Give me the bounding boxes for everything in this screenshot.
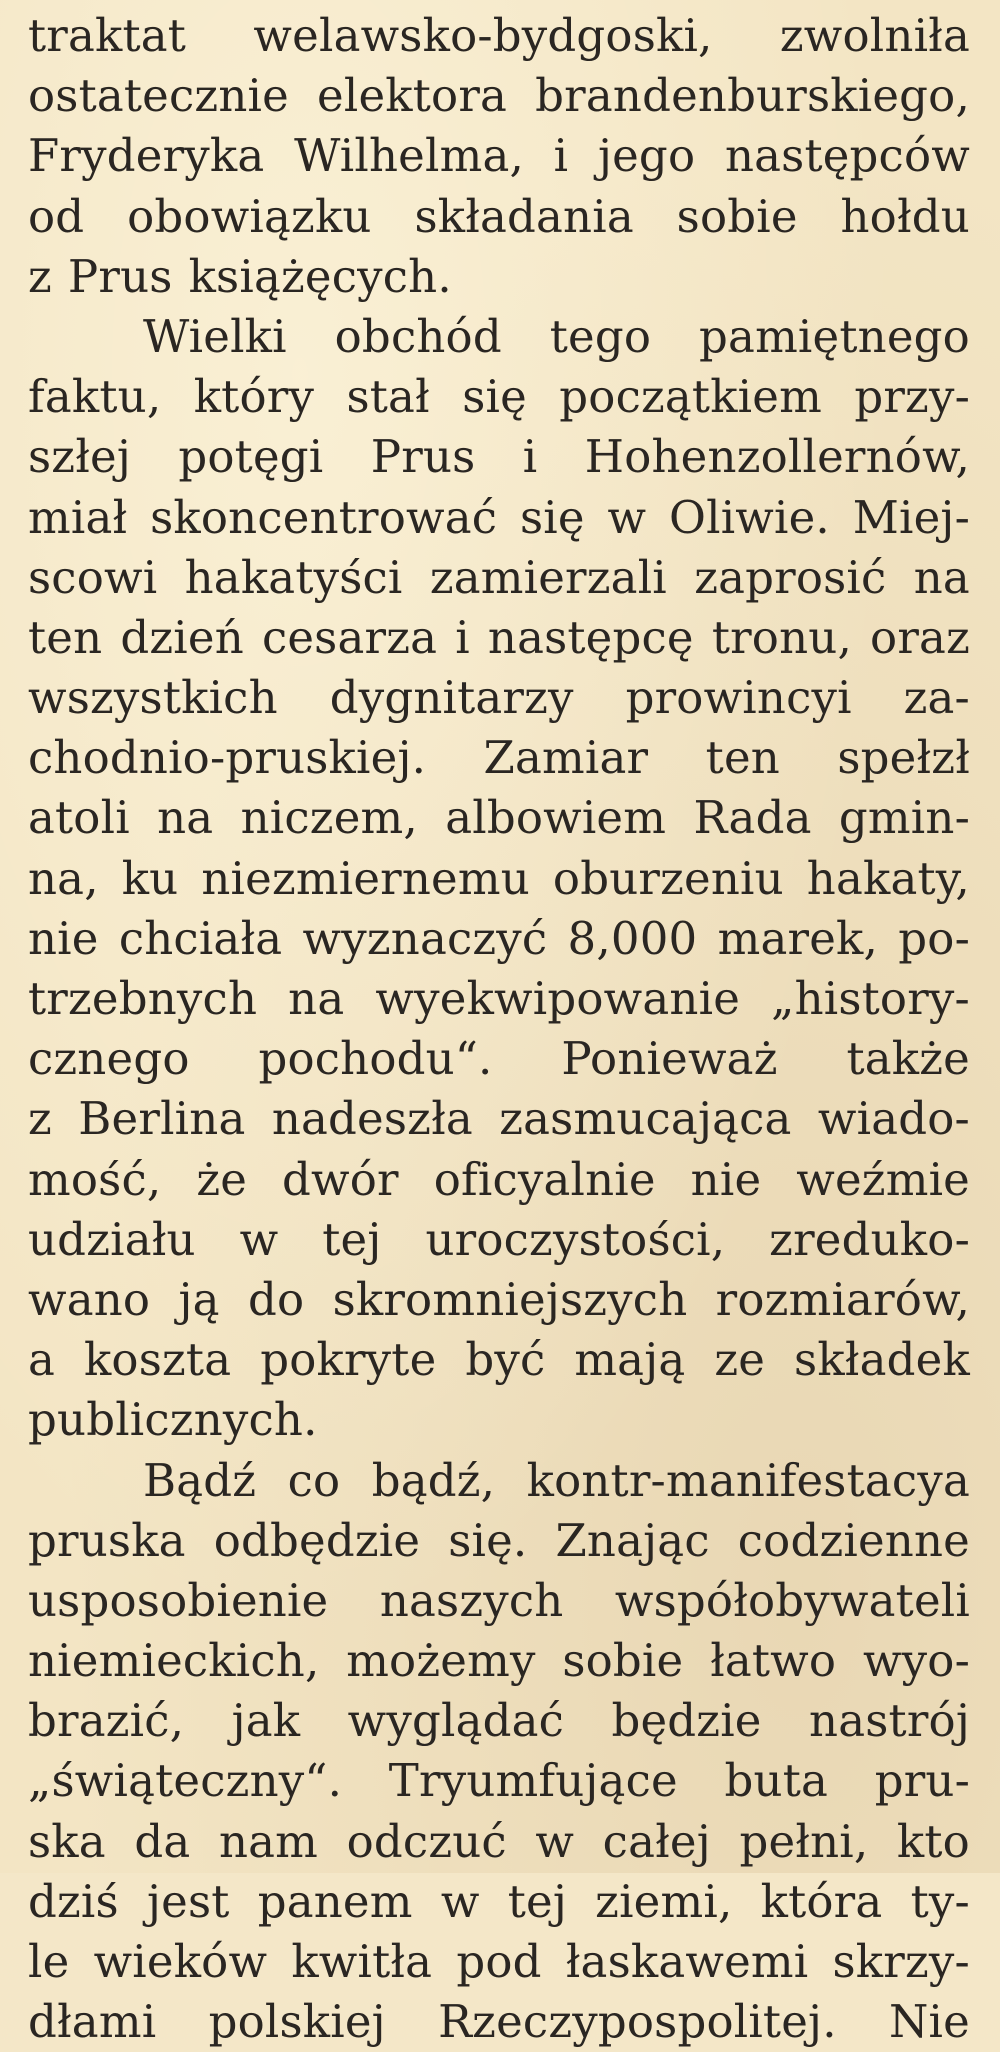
word: na — [288, 972, 345, 1025]
word: pełni, — [739, 1814, 869, 1868]
word: w — [239, 1212, 279, 1266]
word: następcę — [487, 610, 694, 664]
word: Miej- — [852, 490, 970, 544]
word: zreduko- — [769, 1212, 970, 1266]
word: tej — [322, 1212, 382, 1266]
word: elektora — [317, 69, 508, 123]
word: i — [455, 610, 470, 664]
text-line — [28, 488, 970, 548]
word: brazić, — [28, 1694, 185, 1748]
word: składek — [794, 1333, 970, 1387]
word: sobie — [562, 1634, 684, 1688]
word: do — [247, 1272, 305, 1326]
word: koszta — [83, 1333, 232, 1387]
word: w — [440, 1874, 480, 1928]
word: na, — [28, 851, 99, 905]
word: wyznaczyć — [302, 911, 548, 965]
word: wano — [28, 1272, 151, 1326]
word: tego — [549, 309, 652, 363]
word: dziś — [28, 1874, 119, 1928]
word: niezmiernemu — [201, 851, 530, 905]
word: Znając — [555, 1513, 710, 1567]
word: zaprosić — [694, 550, 887, 604]
text-line — [28, 849, 970, 909]
word: się. — [448, 1513, 528, 1567]
word: skromniejszych — [332, 1272, 688, 1326]
word: Zamiar — [483, 731, 649, 785]
word: ska — [28, 1814, 106, 1868]
word: składania — [414, 189, 634, 243]
text-line — [28, 247, 970, 307]
word: możemy — [346, 1634, 536, 1688]
word: pochodu“. — [258, 1032, 493, 1086]
word: a — [28, 1333, 56, 1387]
word: nadeszła — [271, 1092, 473, 1146]
word: faktu, — [28, 370, 162, 424]
word: traktat — [28, 9, 187, 62]
word: i — [553, 129, 569, 183]
text-column — [28, 6, 970, 2052]
word: dzień — [120, 610, 244, 664]
word: nastrój — [809, 1694, 970, 1748]
word: buta — [724, 1754, 829, 1808]
word: welawsko-bydgoski, — [253, 9, 713, 62]
word: Rzeczypospolitej. — [438, 1995, 837, 2049]
text-line — [28, 969, 970, 1029]
text-line — [28, 1390, 970, 1450]
word: zamierzali — [429, 550, 667, 604]
word: odczuć — [346, 1814, 507, 1868]
word: początkiem — [559, 370, 822, 424]
word: Oliwie. — [669, 490, 830, 544]
word: Wilhelma, — [294, 129, 524, 183]
word: jak — [231, 1694, 301, 1748]
word: Tryumfujące — [388, 1754, 678, 1808]
word: skrzy- — [832, 1935, 970, 1988]
word: miał — [28, 490, 128, 544]
word: ku — [121, 851, 179, 905]
text-line — [28, 1150, 970, 1210]
word: skoncentrować — [150, 490, 498, 544]
text-line — [28, 1872, 970, 1932]
word: polskiej — [208, 1995, 386, 2049]
word: gmin- — [838, 791, 970, 845]
word: hakaty, — [806, 851, 970, 905]
word: scowi — [28, 550, 158, 604]
word: ziemi, — [595, 1874, 733, 1928]
word: współobywateli — [614, 1573, 970, 1627]
word: pamiętnego — [699, 309, 970, 363]
word: kontr-manifestacya — [526, 1453, 970, 1507]
word: Berlina — [78, 1092, 246, 1146]
text-line — [28, 187, 970, 247]
word: książęcych. — [188, 249, 452, 303]
word: chciała — [118, 911, 283, 965]
word: pruska — [28, 1513, 186, 1567]
word: się — [519, 490, 585, 544]
word: Rada — [693, 791, 812, 845]
word: zwolniła — [779, 9, 970, 62]
word: całej — [602, 1814, 711, 1868]
word: hakatyści — [184, 550, 403, 604]
word: zasmucająca — [499, 1092, 792, 1146]
word: cznego — [28, 1032, 190, 1086]
text-line — [28, 909, 970, 969]
word: w — [607, 490, 647, 544]
word: Hohenzollernów, — [584, 430, 970, 484]
word: mają — [574, 1333, 686, 1387]
word: Fryderyka — [28, 129, 265, 183]
text-line — [28, 1330, 970, 1390]
word: pod — [456, 1935, 542, 1988]
word: że — [196, 1152, 248, 1206]
word: się — [462, 370, 527, 424]
word: „świąteczny“. — [28, 1754, 343, 1808]
text-line — [28, 1932, 970, 1992]
word: na — [157, 791, 214, 845]
text-line — [28, 1029, 970, 1089]
word: jest — [146, 1874, 230, 1928]
word: dłami — [28, 1995, 157, 2049]
word: łatwo — [710, 1634, 837, 1688]
text-line — [28, 1571, 970, 1631]
text-line — [28, 1210, 970, 1270]
word: atoli — [28, 791, 130, 845]
word: uroczystości, — [425, 1212, 726, 1266]
word: 8,000 — [567, 911, 698, 965]
text-line — [28, 1992, 970, 2052]
word: hołdu — [840, 189, 970, 243]
word: potęgi — [178, 430, 324, 484]
word: wyekwipowanie — [375, 972, 741, 1025]
text-line — [28, 548, 970, 608]
word: rozmiarów, — [715, 1272, 970, 1326]
word: le — [28, 1935, 70, 1988]
text-line — [28, 1451, 970, 1511]
word: tronu, — [711, 610, 852, 664]
word: odbędzie — [213, 1513, 421, 1567]
text-line — [28, 728, 970, 788]
word: dwór — [282, 1152, 399, 1206]
word: wyglądać — [347, 1694, 565, 1748]
word: przy- — [854, 370, 970, 424]
text-line — [28, 1691, 970, 1751]
word: „history- — [771, 972, 970, 1025]
word: być — [465, 1333, 546, 1387]
text-line — [28, 788, 970, 848]
word: który — [193, 370, 315, 424]
word: stał — [346, 370, 430, 424]
word: obchód — [334, 309, 502, 363]
word: pokryte — [260, 1333, 437, 1387]
word: Prus — [67, 249, 173, 303]
word: tej — [507, 1874, 567, 1928]
word: pru- — [874, 1754, 970, 1808]
word: chodnio-pruskiej. — [28, 731, 427, 785]
word: nam — [218, 1814, 319, 1868]
word: Nie — [888, 1995, 970, 2049]
word: kto — [896, 1814, 970, 1868]
word: która — [760, 1874, 883, 1928]
word: za- — [903, 671, 970, 725]
word: usposobienie — [28, 1573, 329, 1627]
word: wiado- — [817, 1092, 970, 1146]
word: nie — [690, 1152, 762, 1206]
text-line — [28, 1089, 970, 1149]
text-line — [28, 66, 970, 126]
text-line — [28, 367, 970, 427]
word: z — [28, 1092, 52, 1146]
word: panem — [257, 1874, 413, 1928]
word: nie — [28, 911, 99, 965]
word: Prus — [370, 430, 476, 484]
word: ten — [28, 610, 103, 664]
word: cesarza — [261, 610, 438, 664]
word: sobie — [676, 189, 798, 243]
word: jego — [597, 129, 696, 183]
word: udziału — [28, 1212, 196, 1266]
word: da — [134, 1814, 191, 1868]
text-line — [28, 1511, 970, 1571]
word: następców — [724, 129, 970, 183]
word: ty- — [910, 1874, 970, 1928]
text-line — [28, 126, 970, 186]
word: z — [28, 249, 52, 303]
word: będzie — [611, 1694, 762, 1748]
word: wszystkich — [28, 671, 278, 725]
text-line — [28, 608, 970, 668]
word: także — [846, 1032, 970, 1086]
word: po- — [898, 911, 970, 965]
word: bądź, — [371, 1453, 496, 1507]
text-line — [28, 427, 970, 487]
word: albowiem — [445, 791, 667, 845]
word: Wielki — [143, 309, 287, 363]
word: naszych — [379, 1573, 564, 1627]
word: wieków — [93, 1935, 268, 1988]
text-line — [28, 307, 970, 367]
word: ją — [178, 1272, 220, 1326]
word: spełzł — [837, 731, 970, 785]
text-line — [28, 1751, 970, 1811]
word: od — [28, 189, 85, 243]
word: niemieckich, — [28, 1634, 320, 1688]
word: oburzeniu — [552, 851, 784, 905]
word: brandenburskiego, — [535, 69, 970, 123]
word: mość, — [28, 1152, 162, 1206]
text-line — [28, 1631, 970, 1691]
word: ostatecznie — [28, 69, 289, 123]
word: codzienne — [737, 1513, 970, 1567]
word: ze — [714, 1333, 766, 1387]
word: kwitła — [291, 1935, 433, 1988]
word: Ponieważ — [561, 1032, 778, 1086]
word: weźmie — [796, 1152, 970, 1206]
word: szłej — [28, 430, 131, 484]
word: oficyalnie — [433, 1152, 656, 1206]
text-line — [28, 668, 970, 728]
word: niczem, — [240, 791, 418, 845]
word: łaskawemi — [565, 1935, 809, 1988]
word: co — [287, 1453, 341, 1507]
word: i — [522, 430, 538, 484]
word: prowincyi — [625, 671, 852, 725]
word: na — [913, 550, 970, 604]
word: dygnitarzy — [329, 671, 574, 725]
text-line — [28, 1270, 970, 1330]
word: obowiązku — [127, 189, 372, 243]
word: marek, — [717, 911, 879, 965]
word: trzebnych — [28, 972, 258, 1025]
word: w — [535, 1814, 575, 1868]
word: wyo- — [862, 1634, 970, 1688]
word: Bądź — [143, 1453, 257, 1507]
word: oraz — [870, 610, 970, 664]
word: ten — [705, 731, 780, 785]
text-line — [28, 6, 970, 66]
text-line — [28, 1812, 970, 1872]
word: publicznych. — [28, 1393, 318, 1447]
